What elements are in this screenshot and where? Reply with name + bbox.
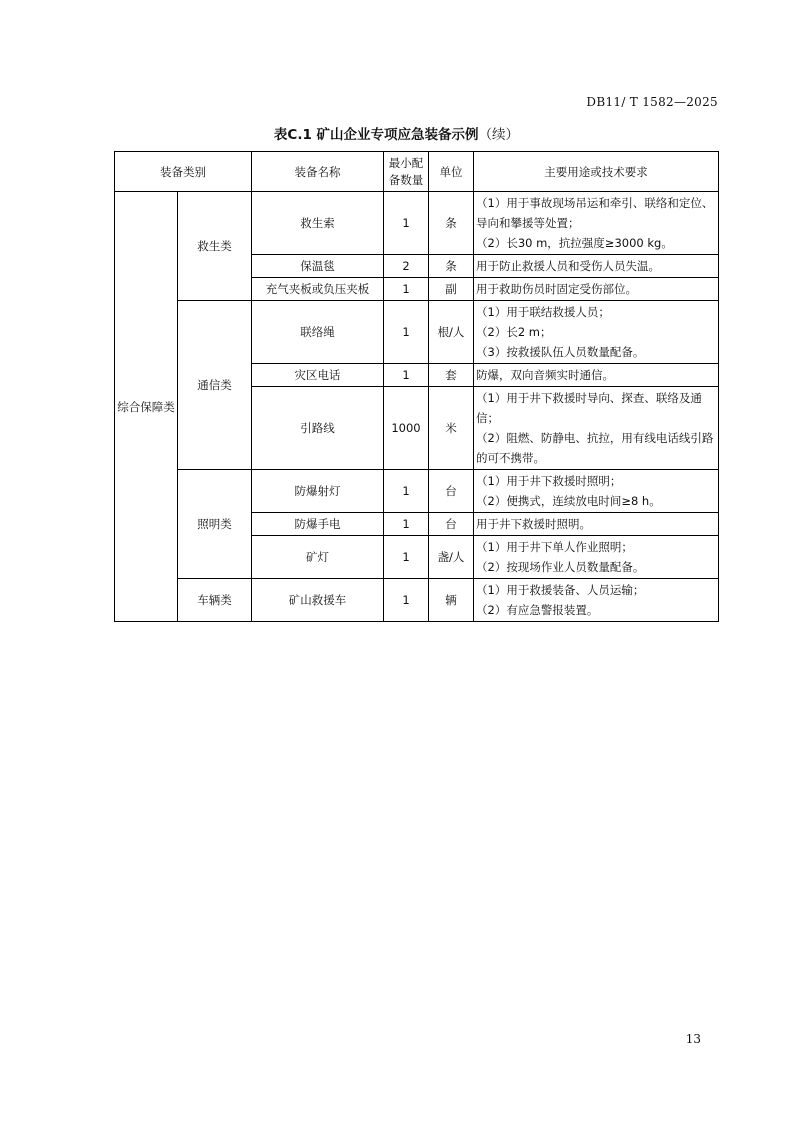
unit: 米 (429, 387, 474, 470)
requirement-line: （2）长2 m； (476, 325, 552, 339)
subgroup-lighting: 照明类 (178, 470, 252, 579)
equipment-name: 充气夹板或负压夹板 (252, 278, 384, 301)
unit: 辆 (429, 579, 474, 622)
requirement-line: （1）用于井下救援时照明； (476, 474, 622, 488)
equipment-table (114, 151, 719, 622)
requirement-line: （2）便携式，连续放电时间≥8 h。 (476, 494, 661, 508)
min-qty: 1 (384, 278, 429, 301)
requirement-line: （1）用于联结救援人员； (476, 305, 610, 319)
equipment-name: 联络绳 (252, 301, 384, 364)
equipment-name: 救生索 (252, 192, 384, 255)
table-row (115, 579, 719, 622)
requirement-line: （2）有应急警报装置。 (476, 603, 599, 617)
table-row (115, 470, 719, 513)
unit: 副 (429, 278, 474, 301)
requirements (474, 192, 719, 255)
requirements (474, 364, 719, 387)
requirement-line: 用于救助伤员时固定受伤部位。 (476, 282, 637, 296)
subgroup-rescue: 救生类 (178, 192, 252, 301)
header-category: 装备类别 (115, 152, 252, 192)
table-row (115, 301, 719, 364)
equipment-name: 矿灯 (252, 536, 384, 579)
caption-title: 表C.1 矿山企业专项应急装备示例 (273, 127, 479, 143)
header-min-qty-line1: 最小配 (388, 155, 424, 170)
table-header-row (115, 152, 719, 192)
group-label: 综合保障类 (115, 192, 178, 622)
unit: 根/人 (429, 301, 474, 364)
requirements (474, 278, 719, 301)
unit: 台 (429, 470, 474, 513)
requirement-line: （1）用于井下救援时导向、探查、联络及通信； (476, 391, 702, 425)
requirement-line: 用于井下救援时照明。 (476, 517, 591, 531)
header-requirements: 主要用途或技术要求 (474, 152, 719, 192)
requirement-line: （1）用于井下单人作业照明； (476, 540, 633, 554)
requirements (474, 255, 719, 278)
subgroup-communication: 通信类 (178, 301, 252, 470)
header-min-qty-line2: 备数量 (388, 172, 424, 187)
min-qty: 1 (384, 536, 429, 579)
equipment-name: 灾区电话 (252, 364, 384, 387)
requirement-line: （3）按救援队伍人员数量配备。 (476, 345, 645, 359)
unit: 条 (429, 255, 474, 278)
min-qty: 1000 (384, 387, 429, 470)
min-qty: 1 (384, 364, 429, 387)
min-qty: 1 (384, 470, 429, 513)
requirement-line: 防爆，双向音频实时通信。 (476, 368, 614, 382)
unit: 盏/人 (429, 536, 474, 579)
min-qty: 1 (384, 301, 429, 364)
unit: 套 (429, 364, 474, 387)
requirements (474, 470, 719, 513)
equipment-name: 保温毯 (252, 255, 384, 278)
header-unit: 单位 (429, 152, 474, 192)
equipment-name: 防爆手电 (252, 513, 384, 536)
requirements (474, 513, 719, 536)
table-row (115, 192, 719, 255)
table-caption (0, 123, 793, 143)
unit: 条 (429, 192, 474, 255)
page-number: 13 (685, 1032, 701, 1046)
requirements (474, 579, 719, 622)
equipment-name: 矿山救援车 (252, 579, 384, 622)
header-name: 装备名称 (252, 152, 384, 192)
requirements (474, 301, 719, 364)
min-qty: 1 (384, 513, 429, 536)
requirement-line: （2）按现场作业人员数量配备。 (476, 560, 645, 574)
min-qty: 2 (384, 255, 429, 278)
equipment-name: 防爆射灯 (252, 470, 384, 513)
equipment-name: 引路线 (252, 387, 384, 470)
requirement-line: （2）长30 m，抗拉强度≥3000 kg。 (476, 236, 673, 250)
subgroup-vehicle: 车辆类 (178, 579, 252, 622)
min-qty: 1 (384, 192, 429, 255)
min-qty: 1 (384, 579, 429, 622)
requirements (474, 387, 719, 470)
document-id: DB11/ T 1582—2025 (586, 95, 718, 109)
caption-continued: （续） (478, 127, 520, 143)
requirements (474, 536, 719, 579)
requirement-line: 用于防止救援人员和受伤人员失温。 (476, 259, 660, 273)
requirement-line: （1）用于事故现场吊运和牵引、联络和定位、导向和攀援等处置； (476, 196, 714, 230)
requirement-line: （2）阻燃、防静电、抗拉，用有线电话线引路的可不携带。 (476, 431, 714, 465)
requirement-line: （1）用于救援装备、人员运输； (476, 583, 645, 597)
header-min-qty (384, 152, 429, 192)
unit: 台 (429, 513, 474, 536)
